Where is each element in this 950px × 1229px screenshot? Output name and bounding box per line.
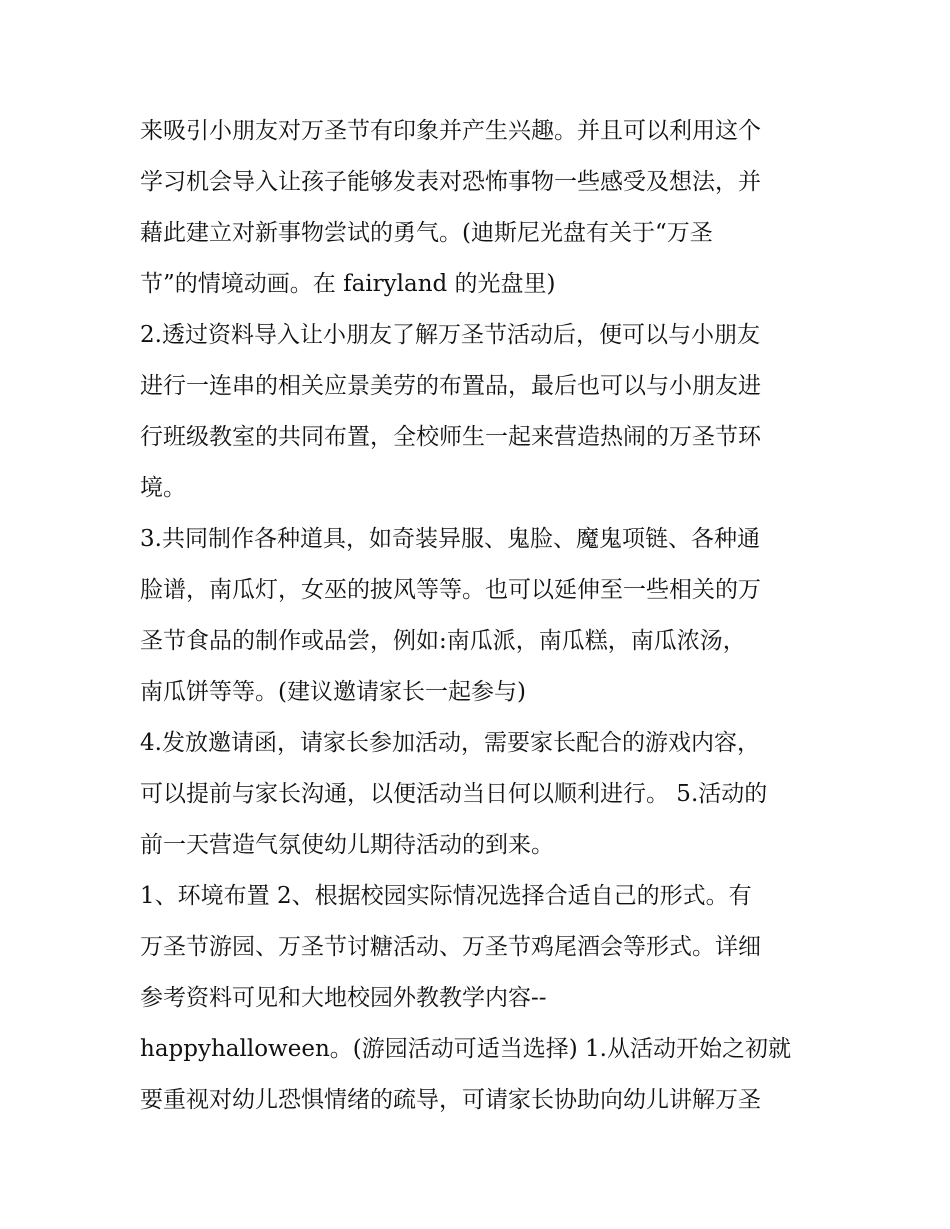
body-text (140, 106, 820, 1126)
text-line: happyhalloween。(游园活动可适当选择) 1.从活动开始之初就 (140, 1036, 791, 1062)
text-line: 万圣节游园、万圣节讨糖活动、万圣节鸡尾酒会等形式。详细 (140, 934, 761, 960)
text-line: 圣节食品的制作或品尝，例如:南瓜派，南瓜糕，南瓜浓汤， (140, 628, 746, 654)
text-line: 学习机会导入让孩子能够发表对恐怖事物一些感受及想法，并 (140, 169, 761, 195)
text-line: 要重视对幼儿恐惧情绪的疏导，可请家长协助向幼儿讲解万圣 (140, 1087, 761, 1113)
text-line: 行班级教室的共同布置，全校师生一起来营造热闹的万圣节环 (140, 424, 761, 450)
text-line: 参考资料可见和大地校园外教教学内容-- (140, 985, 547, 1011)
text-line: 1、环境布置 2、根据校园实际情况选择合适自己的形式。有 (140, 883, 752, 909)
text-line: 前一天营造气氛使幼儿期待活动的到来。 (140, 832, 554, 858)
text-line: 脸谱，南瓜灯，女巫的披风等等。也可以延伸至一些相关的万 (140, 577, 761, 603)
text-line: 藉此建立对新事物尝试的勇气。(迪斯尼光盘有关于“万圣 (140, 220, 713, 246)
text-line: 境。 (140, 475, 186, 501)
text-line: 南瓜饼等等。(建议邀请家长一起参与) (140, 679, 526, 705)
text-line: 来吸引小朋友对万圣节有印象并产生兴趣。并且可以利用这个 (140, 118, 761, 144)
text-line: 3.共同制作各种道具，如奇装异服、鬼脸、魔鬼项链、各种通 (140, 526, 760, 552)
text-line: 进行一连串的相关应景美劳的布置品，最后也可以与小朋友进 (140, 373, 761, 399)
text-line: 可以提前与家长沟通，以便活动当日何以顺利进行。 5.活动的 (140, 781, 768, 807)
text-line: 4.发放邀请函，请家长参加活动，需要家长配合的游戏内容， (140, 730, 760, 756)
text-line: 节”的情境动画。在 fairyland 的光盘里) (140, 271, 556, 297)
text-line: 2.透过资料导入让小朋友了解万圣节活动后，便可以与小朋友 (140, 322, 760, 348)
